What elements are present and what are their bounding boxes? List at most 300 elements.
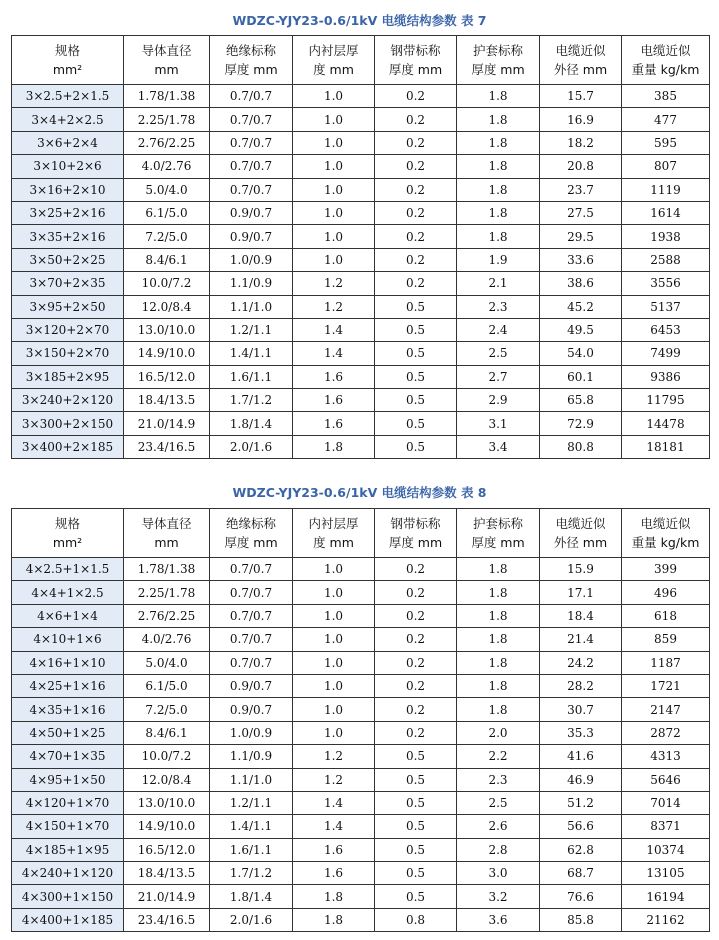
value-cell: 1.8 — [457, 178, 540, 201]
value-cell: 1.0 — [293, 674, 375, 697]
spec-cell: 3×16+2×10 — [12, 178, 124, 201]
value-cell: 1.8 — [457, 651, 540, 674]
value-cell: 1.8 — [457, 581, 540, 604]
spec-cell: 3×185+2×95 — [12, 365, 124, 388]
value-cell: 1.8 — [457, 604, 540, 627]
value-cell: 0.5 — [375, 295, 457, 318]
value-cell: 1.4 — [293, 791, 375, 814]
value-cell: 2.3 — [457, 768, 540, 791]
value-cell: 2.6 — [457, 815, 540, 838]
value-cell: 30.7 — [540, 698, 622, 721]
header-line: 钢带标称 — [390, 43, 441, 58]
table7-header-cell — [293, 36, 375, 85]
value-cell: 1.8/1.4 — [210, 412, 293, 435]
value-cell: 4313 — [622, 745, 710, 768]
value-cell: 859 — [622, 628, 710, 651]
value-cell: 477 — [622, 108, 710, 131]
table-row — [12, 745, 710, 768]
value-cell: 41.6 — [540, 745, 622, 768]
table-row — [12, 412, 710, 435]
value-cell: 2.0 — [457, 721, 540, 744]
value-cell: 0.5 — [375, 318, 457, 341]
table7-header-cell — [457, 36, 540, 85]
table8-header-cell — [293, 509, 375, 558]
value-cell: 0.5 — [375, 791, 457, 814]
value-cell: 0.7/0.7 — [210, 558, 293, 581]
spec-cell: 4×35+1×16 — [12, 698, 124, 721]
table-row — [12, 885, 710, 908]
value-cell: 1.0 — [293, 225, 375, 248]
spec-cell: 4×240+1×120 — [12, 862, 124, 885]
spec-cell: 4×150+1×70 — [12, 815, 124, 838]
value-cell: 1.0 — [293, 604, 375, 627]
table-row — [12, 248, 710, 271]
header-line: 外径 mm — [553, 62, 608, 77]
header-line: 内衬层厚 — [308, 43, 359, 58]
value-cell: 2.4 — [457, 318, 540, 341]
value-cell: 1.8 — [457, 225, 540, 248]
value-cell: 0.5 — [375, 342, 457, 365]
value-cell: 0.2 — [375, 178, 457, 201]
value-cell: 16194 — [622, 885, 710, 908]
value-cell: 0.9/0.7 — [210, 225, 293, 248]
value-cell: 0.2 — [375, 698, 457, 721]
table7-header-cell — [622, 36, 710, 85]
spec-cell: 3×95+2×50 — [12, 295, 124, 318]
table-row — [12, 628, 710, 651]
value-cell: 1.8 — [457, 108, 540, 131]
value-cell: 3.4 — [457, 435, 540, 458]
value-cell: 1.0 — [293, 651, 375, 674]
value-cell: 1.8 — [457, 674, 540, 697]
spec-cell: 3×400+2×185 — [12, 435, 124, 458]
value-cell: 21162 — [622, 908, 710, 931]
value-cell: 399 — [622, 558, 710, 581]
table8-header-cell — [12, 509, 124, 558]
value-cell: 49.5 — [540, 318, 622, 341]
value-cell: 1.2/1.1 — [210, 791, 293, 814]
value-cell: 1.4/1.1 — [210, 815, 293, 838]
value-cell: 2.0/1.6 — [210, 908, 293, 931]
value-cell: 14.9/10.0 — [124, 342, 210, 365]
value-cell: 60.1 — [540, 365, 622, 388]
spec-cell: 3×150+2×70 — [12, 342, 124, 365]
header-line: 护套标称 — [472, 43, 523, 58]
value-cell: 1.0 — [293, 201, 375, 224]
value-cell: 1.8 — [457, 558, 540, 581]
value-cell: 0.5 — [375, 862, 457, 885]
value-cell: 2872 — [622, 721, 710, 744]
value-cell: 1721 — [622, 674, 710, 697]
table7-header-cell — [210, 36, 293, 85]
value-cell: 1.8/1.4 — [210, 885, 293, 908]
value-cell: 38.6 — [540, 272, 622, 295]
table8-caption: WDZC-YJY23-0.6/1kV 电缆结构参数 表 8 — [232, 485, 487, 500]
value-cell: 0.2 — [375, 628, 457, 651]
value-cell: 20.8 — [540, 155, 622, 178]
value-cell: 72.9 — [540, 412, 622, 435]
header-line: 导体直径 — [141, 516, 192, 531]
value-cell: 23.7 — [540, 178, 622, 201]
value-cell: 80.8 — [540, 435, 622, 458]
table-row — [12, 435, 710, 458]
value-cell: 7.2/5.0 — [124, 698, 210, 721]
value-cell: 618 — [622, 604, 710, 627]
value-cell: 0.2 — [375, 201, 457, 224]
value-cell: 0.2 — [375, 721, 457, 744]
value-cell: 13.0/10.0 — [124, 318, 210, 341]
value-cell: 21.0/14.9 — [124, 885, 210, 908]
value-cell: 1.2 — [293, 768, 375, 791]
value-cell: 0.2 — [375, 651, 457, 674]
value-cell: 2.5 — [457, 342, 540, 365]
value-cell: 0.5 — [375, 435, 457, 458]
value-cell: 1.8 — [457, 201, 540, 224]
header-line: 规格 — [54, 516, 80, 531]
value-cell: 1.8 — [457, 85, 540, 108]
value-cell: 807 — [622, 155, 710, 178]
value-cell: 10.0/7.2 — [124, 272, 210, 295]
value-cell: 15.7 — [540, 85, 622, 108]
table-row — [12, 389, 710, 412]
spec-cell: 4×4+1×2.5 — [12, 581, 124, 604]
table-row — [12, 862, 710, 885]
table-row — [12, 272, 710, 295]
spec-cell: 4×120+1×70 — [12, 791, 124, 814]
value-cell: 1.0 — [293, 131, 375, 154]
value-cell: 10.0/7.2 — [124, 745, 210, 768]
spec-cell: 4×185+1×95 — [12, 838, 124, 861]
table8 — [11, 508, 710, 932]
value-cell: 1.4 — [293, 318, 375, 341]
value-cell: 1.8 — [457, 131, 540, 154]
value-cell: 23.4/16.5 — [124, 908, 210, 931]
value-cell: 1.8 — [457, 628, 540, 651]
value-cell: 62.8 — [540, 838, 622, 861]
spec-cell: 3×6+2×4 — [12, 131, 124, 154]
value-cell: 0.9/0.7 — [210, 674, 293, 697]
value-cell: 0.9/0.7 — [210, 201, 293, 224]
header-line: 规格 — [54, 43, 80, 58]
value-cell: 12.0/8.4 — [124, 768, 210, 791]
header-line: 厚度 mm — [388, 535, 443, 550]
value-cell: 385 — [622, 85, 710, 108]
value-cell: 7014 — [622, 791, 710, 814]
value-cell: 5646 — [622, 768, 710, 791]
header-line: 重量 kg/km — [631, 535, 700, 550]
value-cell: 1.8 — [293, 885, 375, 908]
table-row — [12, 558, 710, 581]
value-cell: 16.5/12.0 — [124, 365, 210, 388]
value-cell: 0.7/0.7 — [210, 604, 293, 627]
spec-cell: 3×4+2×2.5 — [12, 108, 124, 131]
value-cell: 1.6 — [293, 412, 375, 435]
header-line: mm — [154, 62, 179, 77]
value-cell: 0.2 — [375, 155, 457, 178]
value-cell: 1.4/1.1 — [210, 342, 293, 365]
value-cell: 12.0/8.4 — [124, 295, 210, 318]
value-cell: 3.1 — [457, 412, 540, 435]
value-cell: 0.5 — [375, 745, 457, 768]
value-cell: 2147 — [622, 698, 710, 721]
value-cell: 1.6 — [293, 862, 375, 885]
table-row — [12, 908, 710, 931]
value-cell: 1.1/1.0 — [210, 768, 293, 791]
header-line: mm — [154, 535, 179, 550]
value-cell: 1.2 — [293, 295, 375, 318]
header-line: 电缆近似 — [555, 43, 606, 58]
value-cell: 0.2 — [375, 248, 457, 271]
value-cell: 0.7/0.7 — [210, 108, 293, 131]
table7-header-cell — [124, 36, 210, 85]
value-cell: 0.7/0.7 — [210, 581, 293, 604]
table-row — [12, 365, 710, 388]
value-cell: 5.0/4.0 — [124, 178, 210, 201]
header-line: 厚度 mm — [224, 535, 278, 550]
value-cell: 1.2 — [293, 272, 375, 295]
value-cell: 1614 — [622, 201, 710, 224]
value-cell: 24.2 — [540, 651, 622, 674]
value-cell: 0.2 — [375, 272, 457, 295]
value-cell: 16.5/12.0 — [124, 838, 210, 861]
value-cell: 1.6 — [293, 365, 375, 388]
table-row — [12, 838, 710, 861]
value-cell: 0.2 — [375, 558, 457, 581]
value-cell: 8371 — [622, 815, 710, 838]
value-cell: 51.2 — [540, 791, 622, 814]
value-cell: 1.78/1.38 — [124, 558, 210, 581]
value-cell: 18.2 — [540, 131, 622, 154]
table-row — [12, 225, 710, 248]
value-cell: 29.5 — [540, 225, 622, 248]
value-cell: 0.5 — [375, 412, 457, 435]
header-line: 厚度 mm — [471, 62, 525, 77]
value-cell: 1.0 — [293, 558, 375, 581]
table8-header-row — [12, 509, 710, 558]
value-cell: 33.6 — [540, 248, 622, 271]
spec-cell: 3×300+2×150 — [12, 412, 124, 435]
spec-cell: 4×50+1×25 — [12, 721, 124, 744]
value-cell: 3.0 — [457, 862, 540, 885]
value-cell: 6453 — [622, 318, 710, 341]
value-cell: 0.8 — [375, 908, 457, 931]
table-row — [12, 131, 710, 154]
value-cell: 18.4/13.5 — [124, 862, 210, 885]
spec-cell: 4×6+1×4 — [12, 604, 124, 627]
value-cell: 54.0 — [540, 342, 622, 365]
table8-header-cell — [457, 509, 540, 558]
value-cell: 2.7 — [457, 365, 540, 388]
value-cell: 2.9 — [457, 389, 540, 412]
header-line: 电缆近似 — [555, 516, 606, 531]
value-cell: 1.0/0.9 — [210, 721, 293, 744]
value-cell: 0.2 — [375, 131, 457, 154]
table7 — [11, 35, 710, 459]
value-cell: 1.4 — [293, 342, 375, 365]
value-cell: 1.6/1.1 — [210, 838, 293, 861]
value-cell: 2.8 — [457, 838, 540, 861]
value-cell: 0.5 — [375, 365, 457, 388]
value-cell: 46.9 — [540, 768, 622, 791]
value-cell: 0.7/0.7 — [210, 651, 293, 674]
value-cell: 6.1/5.0 — [124, 674, 210, 697]
value-cell: 1.7/1.2 — [210, 389, 293, 412]
value-cell: 1.0 — [293, 721, 375, 744]
table8-header-cell — [210, 509, 293, 558]
value-cell: 1187 — [622, 651, 710, 674]
value-cell: 0.5 — [375, 815, 457, 838]
value-cell: 1.2/1.1 — [210, 318, 293, 341]
value-cell: 1.6/1.1 — [210, 365, 293, 388]
value-cell: 8.4/6.1 — [124, 721, 210, 744]
spec-cell: 3×50+2×25 — [12, 248, 124, 271]
value-cell: 3.6 — [457, 908, 540, 931]
value-cell: 2.76/2.25 — [124, 131, 210, 154]
header-line: 导体直径 — [141, 43, 192, 58]
value-cell: 8.4/6.1 — [124, 248, 210, 271]
header-line: 度 mm — [313, 535, 354, 550]
spec-cell: 3×2.5+2×1.5 — [12, 85, 124, 108]
value-cell: 0.2 — [375, 604, 457, 627]
spec-cell: 4×10+1×6 — [12, 628, 124, 651]
value-cell: 595 — [622, 131, 710, 154]
value-cell: 3556 — [622, 272, 710, 295]
value-cell: 1.8 — [457, 698, 540, 721]
table-row — [12, 674, 710, 697]
value-cell: 11795 — [622, 389, 710, 412]
spec-cell: 4×95+1×50 — [12, 768, 124, 791]
value-cell: 15.9 — [540, 558, 622, 581]
value-cell: 1.9 — [457, 248, 540, 271]
table8-header-cell — [622, 509, 710, 558]
value-cell: 0.2 — [375, 108, 457, 131]
table-row — [12, 791, 710, 814]
value-cell: 0.7/0.7 — [210, 85, 293, 108]
table-row — [12, 721, 710, 744]
value-cell: 0.2 — [375, 674, 457, 697]
value-cell: 0.7/0.7 — [210, 155, 293, 178]
spec-cell: 4×300+1×150 — [12, 885, 124, 908]
value-cell: 0.2 — [375, 225, 457, 248]
value-cell: 1.1/0.9 — [210, 272, 293, 295]
spec-cell: 3×120+2×70 — [12, 318, 124, 341]
value-cell: 2.1 — [457, 272, 540, 295]
table7-header-cell — [375, 36, 457, 85]
table-row — [12, 295, 710, 318]
table-row — [12, 155, 710, 178]
value-cell: 14478 — [622, 412, 710, 435]
value-cell: 45.2 — [540, 295, 622, 318]
table-row — [12, 815, 710, 838]
header-line: 厚度 mm — [224, 62, 278, 77]
header-line: 护套标称 — [472, 516, 523, 531]
value-cell: 2.0/1.6 — [210, 435, 293, 458]
value-cell: 2.2 — [457, 745, 540, 768]
table7-caption: WDZC-YJY23-0.6/1kV 电缆结构参数 表 7 — [232, 13, 487, 28]
value-cell: 1.8 — [457, 155, 540, 178]
value-cell: 4.0/2.76 — [124, 628, 210, 651]
value-cell: 35.3 — [540, 721, 622, 744]
header-line: 度 mm — [313, 62, 354, 77]
table-row — [12, 581, 710, 604]
value-cell: 28.2 — [540, 674, 622, 697]
spec-cell: 3×70+2×35 — [12, 272, 124, 295]
value-cell: 18.4 — [540, 604, 622, 627]
spec-cell: 4×70+1×35 — [12, 745, 124, 768]
value-cell: 1.1/0.9 — [210, 745, 293, 768]
spec-cell: 3×25+2×16 — [12, 201, 124, 224]
value-cell: 2.76/2.25 — [124, 604, 210, 627]
value-cell: 0.2 — [375, 85, 457, 108]
value-cell: 18181 — [622, 435, 710, 458]
value-cell: 2.3 — [457, 295, 540, 318]
header-line: 钢带标称 — [390, 516, 441, 531]
value-cell: 7.2/5.0 — [124, 225, 210, 248]
value-cell: 4.0/2.76 — [124, 155, 210, 178]
value-cell: 0.2 — [375, 581, 457, 604]
spec-cell: 4×25+1×16 — [12, 674, 124, 697]
value-cell: 1.6 — [293, 838, 375, 861]
value-cell: 1.0 — [293, 155, 375, 178]
header-line: 绝缘标称 — [225, 43, 276, 58]
value-cell: 7499 — [622, 342, 710, 365]
value-cell: 1.4 — [293, 815, 375, 838]
spec-cell: 3×10+2×6 — [12, 155, 124, 178]
value-cell: 13.0/10.0 — [124, 791, 210, 814]
value-cell: 0.5 — [375, 389, 457, 412]
value-cell: 1.0 — [293, 178, 375, 201]
table-row — [12, 604, 710, 627]
header-line: 电缆近似 — [640, 43, 691, 58]
value-cell: 1.8 — [293, 908, 375, 931]
value-cell: 1.1/1.0 — [210, 295, 293, 318]
value-cell: 5.0/4.0 — [124, 651, 210, 674]
table7-header-row — [12, 36, 710, 85]
value-cell: 1.0 — [293, 248, 375, 271]
value-cell: 27.5 — [540, 201, 622, 224]
value-cell: 1938 — [622, 225, 710, 248]
value-cell: 0.7/0.7 — [210, 131, 293, 154]
value-cell: 21.0/14.9 — [124, 412, 210, 435]
spec-cell: 4×2.5+1×1.5 — [12, 558, 124, 581]
value-cell: 1.8 — [293, 435, 375, 458]
value-cell: 496 — [622, 581, 710, 604]
value-cell: 0.5 — [375, 768, 457, 791]
value-cell: 2.25/1.78 — [124, 108, 210, 131]
value-cell: 0.7/0.7 — [210, 628, 293, 651]
spec-cell: 3×35+2×16 — [12, 225, 124, 248]
value-cell: 1.6 — [293, 389, 375, 412]
spec-cell: 3×240+2×120 — [12, 389, 124, 412]
table7-header-cell — [12, 36, 124, 85]
value-cell: 16.9 — [540, 108, 622, 131]
table-row — [12, 108, 710, 131]
table-row — [12, 85, 710, 108]
table8-header-cell — [375, 509, 457, 558]
value-cell: 1.2 — [293, 745, 375, 768]
value-cell: 1119 — [622, 178, 710, 201]
value-cell: 1.78/1.38 — [124, 85, 210, 108]
value-cell: 2.25/1.78 — [124, 581, 210, 604]
header-line: 绝缘标称 — [225, 516, 276, 531]
table8-header-cell — [540, 509, 622, 558]
value-cell: 1.0 — [293, 628, 375, 651]
value-cell: 1.7/1.2 — [210, 862, 293, 885]
header-line: 电缆近似 — [640, 516, 691, 531]
table-row — [12, 698, 710, 721]
table-row — [12, 201, 710, 224]
value-cell: 0.5 — [375, 885, 457, 908]
